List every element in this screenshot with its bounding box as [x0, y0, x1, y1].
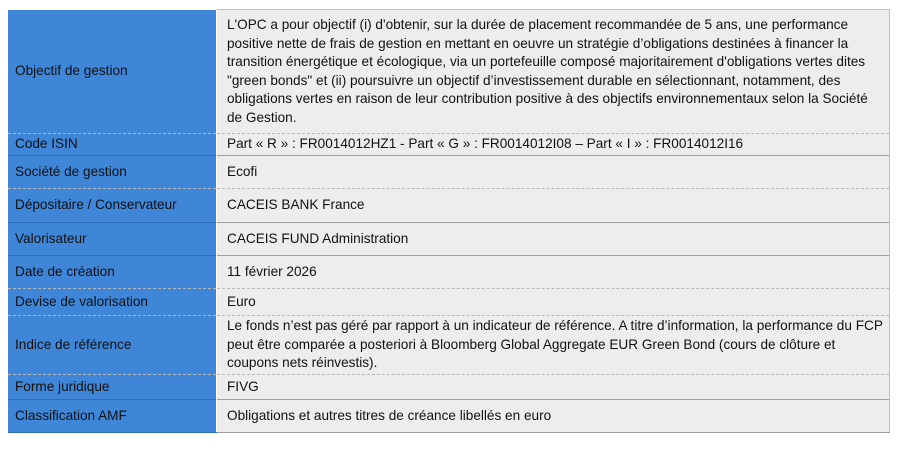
table-row-societe: [8, 156, 890, 189]
row-value: Euro: [217, 289, 890, 316]
table-row-forme-juridique: [8, 375, 890, 400]
row-label: Dépositaire / Conservateur: [8, 189, 217, 223]
fund-info-table-wrapper: [8, 9, 890, 433]
row-value: Le fonds n’est pas géré par rapport à un indicateur de référence. A titre d’information, la performance du FCP peut être comparée a posteriori à Bloomberg Global Aggregate EUR Green Bond (cours de clôture et coupons nets réinvestis).: [217, 316, 890, 375]
row-label: Valorisateur: [8, 223, 217, 256]
row-label: Indice de référence: [8, 316, 217, 375]
row-label: Forme juridique: [8, 375, 217, 400]
table-row-classification: [8, 400, 890, 433]
row-value: Ecofi: [217, 156, 890, 189]
row-value: FIVG: [217, 375, 890, 400]
row-label: Code ISIN: [8, 134, 217, 156]
table-row-objectif: [8, 10, 890, 134]
row-label: Date de création: [8, 256, 217, 289]
table-row-devise: [8, 289, 890, 316]
fund-info-table: [8, 9, 890, 433]
table-row-depositaire: [8, 189, 890, 223]
row-label: Société de gestion: [8, 156, 217, 189]
row-label: Devise de valorisation: [8, 289, 217, 316]
table-row-indice: [8, 316, 890, 375]
row-value: L'OPC a pour objectif (i) d'obtenir, sur la durée de placement recommandée de 5 ans, une performance positive nette de frais de gestion en mettant en oeuvre un stratégie d’obligations destinées à financer la transition énergétique et écologique, via un portefeuille composé majoritairement d'obligations vertes dites "green bonds" et (ii) poursuivre un objectif d’investissement durable en sélectionnant, notamment, des obligations vertes en raison de leur contribution positive à des objectifs environnementaux selon la Société de Gestion.: [217, 10, 890, 134]
row-value: 11 février 2026: [217, 256, 890, 289]
row-value: Part « R » : FR0014012HZ1 - Part « G » : FR0014012I08 – Part « I » : FR0014012I16: [217, 134, 890, 156]
row-value: CACEIS FUND Administration: [217, 223, 890, 256]
table-row-date-creation: [8, 256, 890, 289]
table-row-isin: [8, 134, 890, 156]
table-row-valorisateur: [8, 223, 890, 256]
row-value: Obligations et autres titres de créance libellés en euro: [217, 400, 890, 433]
row-label: Objectif de gestion: [8, 10, 217, 134]
row-label: Classification AMF: [8, 400, 217, 433]
row-value: CACEIS BANK France: [217, 189, 890, 223]
